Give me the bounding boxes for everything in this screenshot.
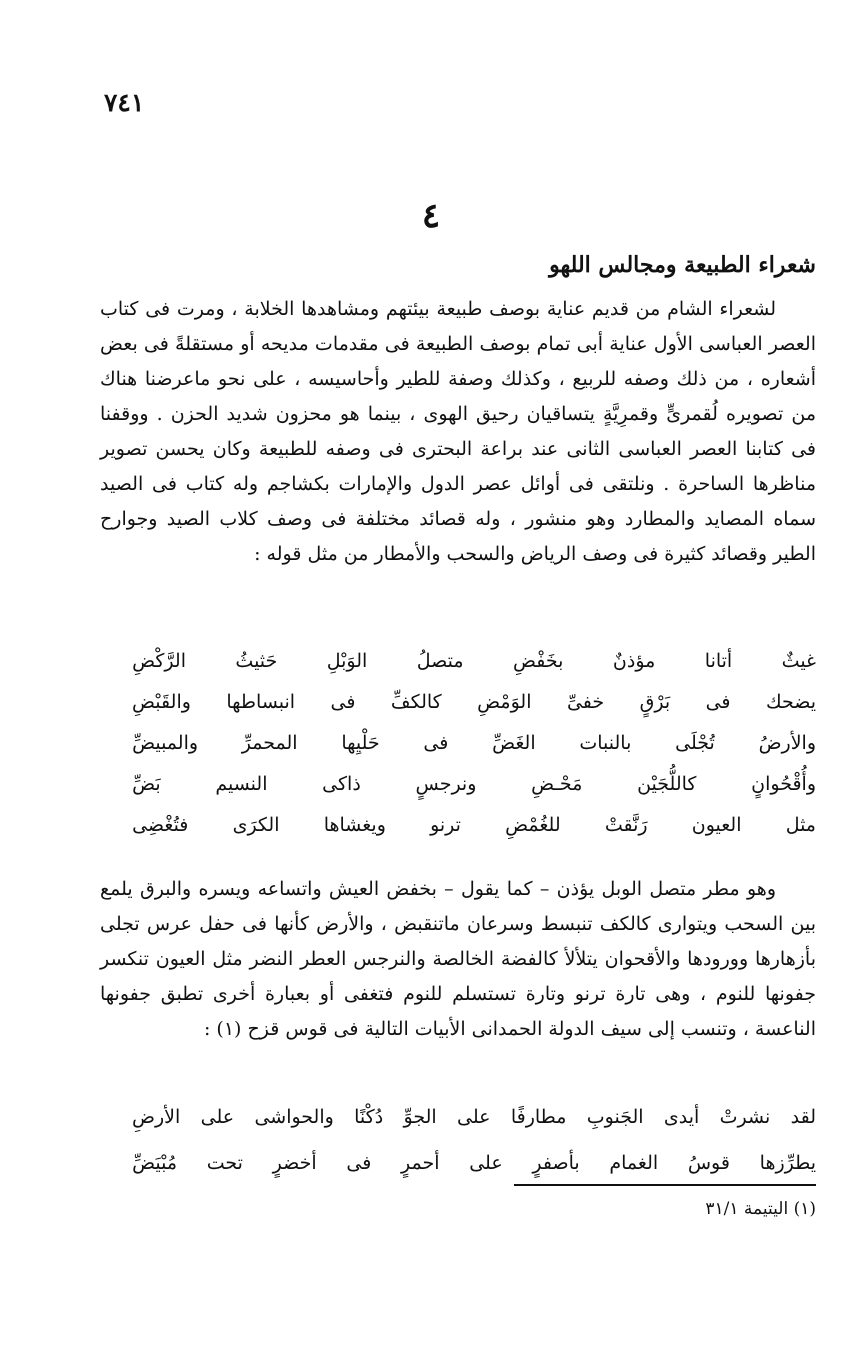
poem-verse bbox=[132, 804, 816, 845]
verse-word: العيون bbox=[691, 813, 742, 836]
page-number: ٧٤١ bbox=[104, 88, 145, 117]
poem-verse bbox=[132, 681, 816, 722]
verse-word: الأرضِ bbox=[132, 1106, 181, 1128]
verse-word: الرَّكْضِ bbox=[132, 649, 186, 672]
verse-word: أحمرٍ bbox=[400, 1152, 440, 1174]
verse-word: والمبيضِّ bbox=[132, 731, 199, 754]
verse-word: يطرِّزها bbox=[759, 1152, 816, 1174]
body-paragraph-2 bbox=[100, 872, 816, 1047]
verse-word: ترنو bbox=[430, 813, 461, 836]
verse-word: الوَبْلِ bbox=[326, 649, 368, 672]
verse-word: حَثيثُ bbox=[235, 649, 278, 672]
poem-verse bbox=[132, 1094, 816, 1140]
verse-word: على bbox=[469, 1152, 503, 1174]
verse-word: فى bbox=[346, 1152, 372, 1174]
verse-word: الجوِّ bbox=[403, 1106, 437, 1128]
verse-word: على bbox=[200, 1106, 235, 1128]
verse-word: بخَفْضِ bbox=[513, 649, 564, 672]
footnote-divider bbox=[514, 1184, 816, 1186]
verse-word: رَنَّقتْ bbox=[604, 813, 648, 836]
verse-word: تحت bbox=[206, 1152, 243, 1174]
verse-word: على bbox=[457, 1106, 491, 1128]
verse-word: بأصفرٍ bbox=[532, 1152, 580, 1174]
verse-word: فتُغْضِى bbox=[132, 813, 189, 836]
footnote: (١) اليتيمة ٣١/١ bbox=[705, 1199, 816, 1219]
verse-word: انبساطها bbox=[226, 690, 296, 713]
verse-word: أخضرٍ bbox=[272, 1152, 317, 1174]
verse-word: والقَبْضِ bbox=[132, 690, 191, 713]
verse-word: وأُقْحُوانٍ bbox=[751, 772, 816, 795]
verse-word: ويغشاها bbox=[323, 813, 386, 836]
verse-word: قوسُ bbox=[687, 1152, 730, 1174]
verse-word: فى bbox=[330, 690, 356, 713]
poem-verse bbox=[132, 640, 816, 681]
verse-word: غيثٌ bbox=[781, 649, 816, 672]
verse-word: فى bbox=[705, 690, 731, 713]
verse-word: الكرَى bbox=[232, 813, 280, 836]
verse-word: كالكفِّ bbox=[390, 690, 442, 713]
verse-word: لقد bbox=[790, 1106, 816, 1128]
verse-word: أتانا bbox=[704, 649, 733, 672]
verse-word: مَحْـضِ bbox=[531, 772, 583, 795]
verse-word: مثل bbox=[785, 813, 816, 836]
verse-word: مُبْيَضِّ bbox=[132, 1152, 178, 1174]
verse-word: ذاكى bbox=[322, 772, 361, 795]
verse-word: والأرضُ bbox=[758, 731, 816, 754]
poem-verse bbox=[132, 1140, 816, 1186]
verse-word: ونرجسٍ bbox=[415, 772, 477, 795]
verse-word: بَضِّ bbox=[132, 772, 161, 795]
verse-word: بالنبات bbox=[579, 731, 632, 754]
poem-2 bbox=[132, 1094, 816, 1186]
verse-word: الغَضِّ bbox=[492, 731, 536, 754]
verse-word: أيدى bbox=[663, 1106, 700, 1128]
verse-word: الوَمْضِ bbox=[477, 690, 532, 713]
verse-word: حَلْيِها bbox=[341, 731, 380, 754]
poem-1 bbox=[132, 640, 816, 845]
verse-word: مطارفًا bbox=[510, 1106, 567, 1128]
section-title: شعراء الطبيعة ومجالس اللهو bbox=[549, 252, 816, 278]
verse-word: نشرتْ bbox=[719, 1106, 771, 1128]
verse-word: كاللُّجَيْن bbox=[637, 772, 697, 795]
verse-word: بَرْقٍ bbox=[639, 690, 671, 713]
verse-word: مؤذنٌ bbox=[612, 649, 656, 672]
poem-verse bbox=[132, 763, 816, 804]
verse-word: الجَنوبِ bbox=[586, 1106, 644, 1128]
chapter-number: ٤ bbox=[421, 196, 441, 236]
verse-word: فى bbox=[423, 731, 449, 754]
verse-word: دُكْنًا bbox=[354, 1106, 384, 1128]
verse-word: خفىِّ bbox=[566, 690, 605, 713]
verse-word: المحمرِّ bbox=[241, 731, 298, 754]
verse-word: يضحك bbox=[765, 690, 816, 713]
paragraph-text: وهو مطر متصل الوبل يؤذن – كما يقول – بخفض العيش واتساعه ويسره والبرق يلمع بين السحب ويتوارى كالكف تنبسط وسرعان ماتنقبض ، والأرض كأنها فى حفل عرس تجلى بأزهارها وورودها والأقحوان يتلألأ كالفضة الخالصة والنرجس العطر النضر مثل العيون تنكسر جفونها للنوم ، وهى تارة ترنو وتارة تستسلم للنوم فتغفى أو بعبارة أخرى تطبق جفونها الناعسة ، وتنسب إلى سيف الدولة الحمدانى الأبيات التالية فى قوس قزح (١) : bbox=[100, 878, 816, 1040]
body-paragraph-1 bbox=[100, 292, 816, 572]
verse-word: النسيم bbox=[215, 772, 268, 795]
verse-word: والحواشى bbox=[254, 1106, 334, 1128]
paragraph-text: لشعراء الشام من قديم عناية بوصف طبيعة بيئتهم ومشاهدها الخلابة ، ومرت فى كتاب العصر العباسى الأول عناية أبى تمام بوصف الطبيعة فى مقدمات مديحه أو مستقلةً فى بعض أشعاره ، من ذلك وصفه للربيع ، وكذلك وصفة للطير وأحاسيسه ، على نحو ماعرضنا هناك من تصويره لُقمرىٍّ وقمرِيَّةٍ يتساقيان رحيق الهوى ، بينما هو محزون شديد الحزن . ووقفنا فى كتابنا العصر العباسى الثانى عند براعة البحترى فى وصفه للطبيعة وكان يحسن تصوير مناظرها الساحرة . ونلتقى فى أوائل عصر الدول والإمارات بكشاجم وله كتاب فى الصيد سماه المصايد والمطارد وهو منشور ، وله قصائد مختلفة فى وصف كلاب الصيد وجوارح الطير وقصائد كثيرة فى وصف الرياض والسحب والأمطار من مثل قوله : bbox=[100, 298, 816, 565]
poem-verse bbox=[132, 722, 816, 763]
verse-word: متصلُ bbox=[416, 649, 464, 672]
verse-word: للغُمْضِ bbox=[505, 813, 561, 836]
verse-word: الغمام bbox=[609, 1152, 659, 1174]
verse-word: تُجْلَى bbox=[675, 731, 715, 754]
